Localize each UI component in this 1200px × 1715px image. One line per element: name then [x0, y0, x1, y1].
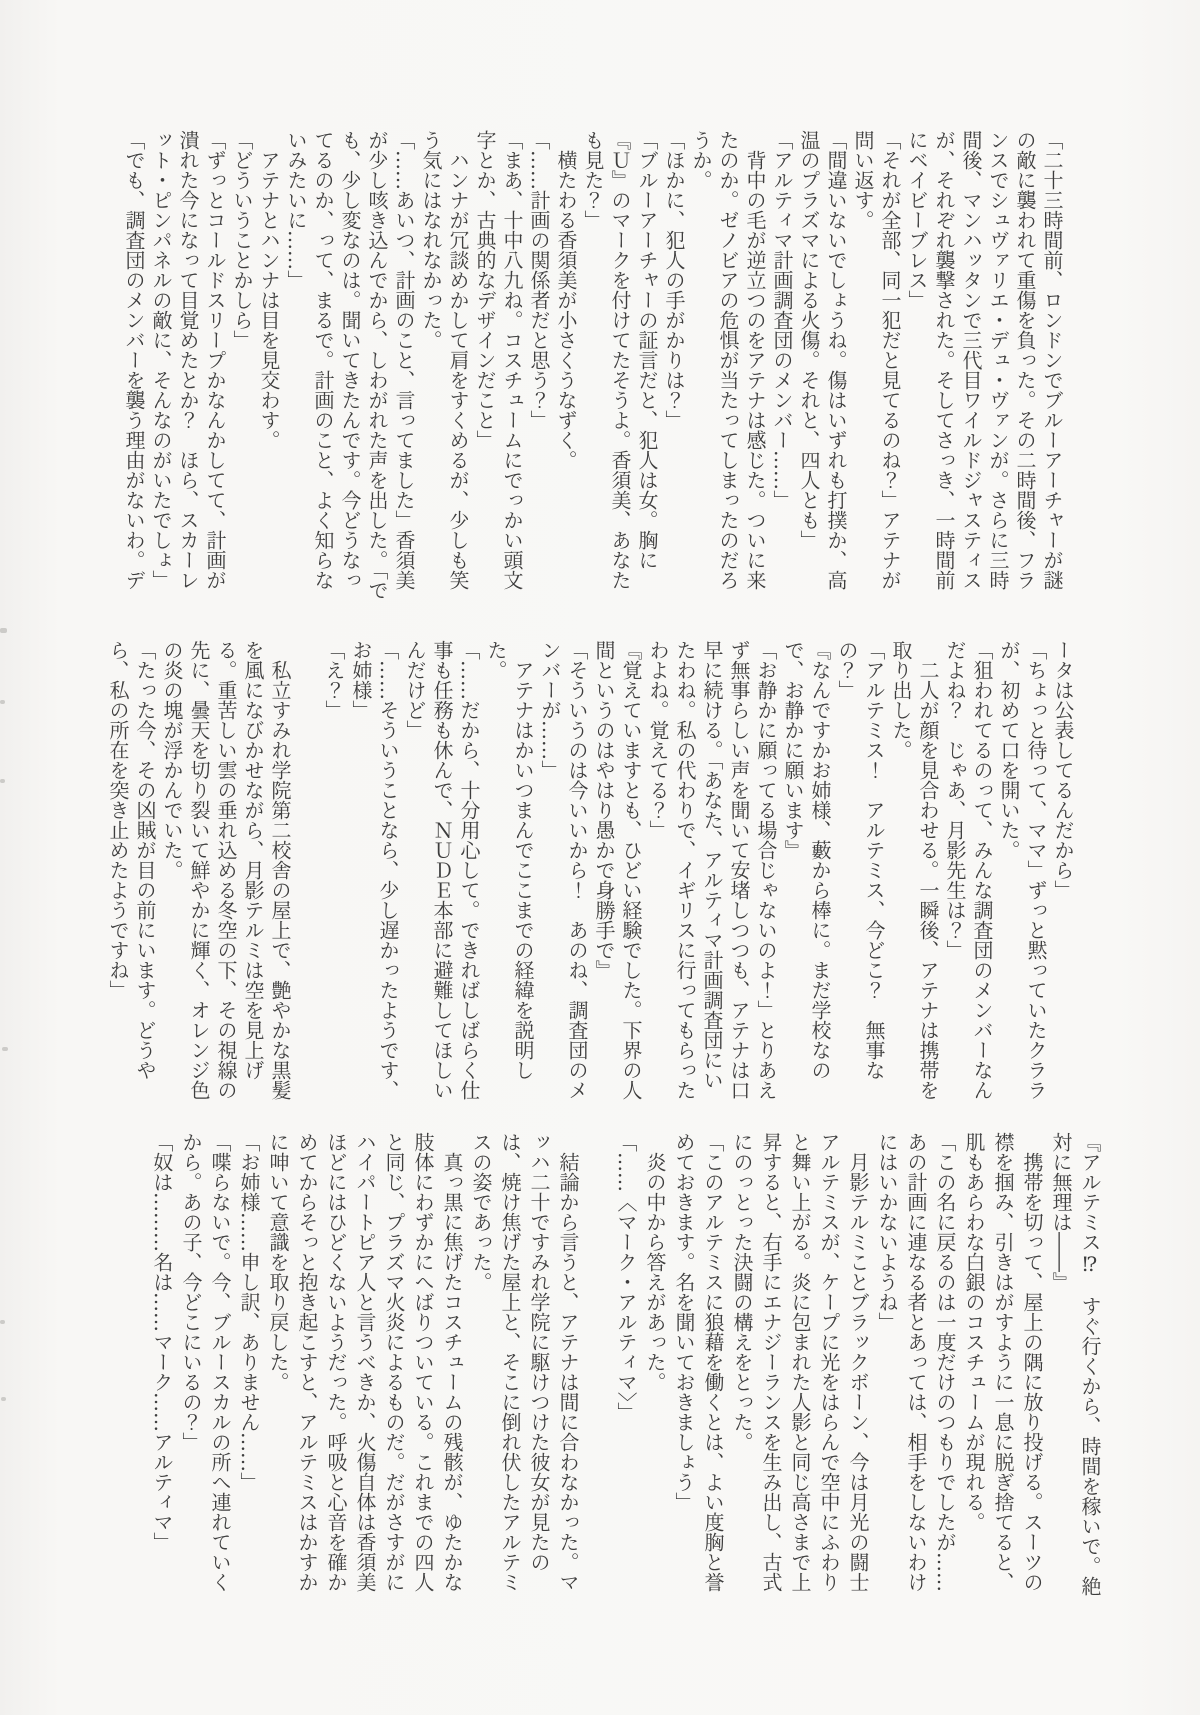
- paragraph: 「ブルーアーチャーの証言だと、犯人は女。胸に『Ｕ』のマークを付けてたそうよ。香須美、あなたも見た？」: [581, 130, 659, 590]
- paragraph: 「アルテミス！ アルテミス、今どこ？ 無事なの？」: [835, 640, 886, 1080]
- paragraph: 「ほかに、犯人の手がかりは？」: [662, 130, 686, 430]
- paragraph: 「ちょっと待って、ママ」ずっと黙っていたクララが、初めて口を開いた。: [997, 640, 1048, 1100]
- paragraph: 「……〈マーク・アルティマ〉」: [614, 1132, 638, 1422]
- text-band-middle: [104, 640, 1076, 1106]
- paragraph: 「まあ、十中八九ね。コスチュームにでっかい頭文字とか、古典的なデザインだこと」: [473, 130, 524, 590]
- scan-speck: [0, 700, 5, 704]
- paragraph: 携帯を切って、屋上の隅に放り投げる。スーツの襟を掴み、引きはがすように一息に脱ぎ捨てると、肌もあらわな白銀のコスチュームが現れる。: [962, 1132, 1044, 1592]
- paragraph: 「……あいつ、計画のこと、言ってました」香須美が少し咳き込んでから、しわがれた声を出した。「でも、少し変なのは。聞いてきたんです。今どうなってるのか、って、まるで。計画のこと、よく知らないみたいに……」: [284, 130, 416, 600]
- paragraph: 「ずっとコールドスリープかなんかしてて、計画が潰れた今になって目覚めたとか？ ほら、スカーレット・ピンパネルの敵に、そんなのがいたでしょ」: [149, 130, 227, 590]
- scan-speck: [1, 1397, 6, 1401]
- paragraph: 「この名に戻るのは一度だけのつもりでしたが……あの計画に連なる者とあっては、相手をしないわけにはいかないようね」: [875, 1132, 957, 1592]
- paragraph: 私立すみれ学院第二校舎の屋上で、艶やかな黒髪を風になびかせながら、月影テルミは空を見上げる。重苦しい雲の垂れ込める冬空の下、その視線の先に、曇天を切り裂いて鮮やかに輝く、オレンジ色の炎の塊が浮かんでいた。: [160, 640, 292, 1100]
- paragraph: アテナはかいつまんでここまでの経緯を説明した。: [484, 640, 535, 1080]
- paragraph: 「え？」: [322, 640, 346, 720]
- paragraph: アテナとハンナは目を見交わす。: [257, 150, 281, 450]
- paragraph: 月影テルミことブラックボーン、今は月光の闘士アルテミスが、ケープに光をはらんで空中にふわりと舞い上がる。炎に包まれた人影と同じ高さまで上昇すると、右手にエナジーランスを生み出し、古式にのっとった決闘の構えをとった。: [730, 1132, 870, 1592]
- paragraph: 「そういうのは今いいから！ あのね、調査団のメンバーが……」: [538, 640, 589, 1100]
- paragraph: 「……そういうことなら、少し遅かったようです、お姉様」: [349, 640, 400, 1100]
- text-band-bottom: [147, 1132, 1104, 1602]
- scan-speck: [0, 1320, 5, 1324]
- paragraph: 背中の毛が逆立つのをアテナは感じた。ついに来たのか。ゼノビアの危惧が当たってしまったのだろうか。: [689, 130, 767, 590]
- paragraph: 「間違いないでしょうね。傷はいずれも打撲か、高温のプラズマによる火傷。それと、四人とも」: [797, 130, 848, 590]
- paragraph: 「それが全部、同一犯だと見てるのね？」アテナが問い返す。: [851, 130, 902, 590]
- scan-speck: [2, 1047, 8, 1051]
- paragraph: 「どういうことかしら」: [230, 130, 254, 350]
- paragraph: 結論から言うと、アテナは間に合わなかった。マッハ二十ですみれ学院に駆けつけた彼女が見たのは、焼け焦げた屋上と、そこに倒れ伏したアルテミスの姿であった。: [469, 1132, 580, 1592]
- paragraph: 「奴は………名は……マーク……アルティマ」: [150, 1132, 174, 1552]
- paragraph: ハンナが冗談めかして肩をすくめるが、少しも笑う気にはなれなかった。: [419, 130, 470, 590]
- paragraph: 横たわる香須美が小さくうなずく。: [554, 150, 578, 470]
- paragraph: 『覚えていますとも、ひどい経験でした。下界の人間というのはやはり愚かで身勝手で』: [592, 640, 643, 1100]
- paragraph: 「アルティマ計画調査団のメンバー……」: [770, 130, 794, 510]
- paragraph: 「たった今、その凶賊が目の前にいます。どうやら、私の所在を突き止めたようですね」: [106, 640, 157, 1080]
- paragraph: 真っ黒に焦げたコスチュームの残骸が、ゆたかな肢体にわずかにへばりついている。これまでの四人と同じ、プラズマ火炎によるものだ。だがさすがにハイパートピア人と言うべきか、火傷自体は香須美ほどにはひどくないようだった。呼吸と心音を確かめてからそっと抱き起こすと、アルテミスはかすかに呻いて意識を取り戻した。: [266, 1132, 464, 1592]
- scan-speck: [0, 779, 5, 783]
- paragraph: 『なんですかお姉様、藪から棒に。まだ学校なので、お静かに願います』: [781, 640, 832, 1080]
- scan-speck: [0, 628, 7, 633]
- paragraph: 「お姉様……申し訳、ありません……」: [237, 1132, 261, 1492]
- paragraph: 二人が顔を見合わせる。一瞬後、アテナは携帯を取り出した。: [889, 640, 940, 1100]
- paragraph: 「お静かに願ってる場合じゃないのよ！」とりあえず無事らしい声を聞いて安堵しつつも、アテナは口早に続ける。「あなた、アルティマ計画調査団にいたわね。私の代わりで、イギリスに行ってもらったわよね。覚えてる？」: [646, 640, 778, 1100]
- paragraph: 「狙われてるのって、みんな調査団のメンバーなんだよね？ じゃあ、月影先生は？」: [943, 640, 994, 1100]
- paragraph: 『アルテミス⁉ すぐ行くから、時間を稼いで。絶対に無理は――』: [1049, 1132, 1102, 1596]
- paragraph: 「……計画の関係者だと思う？」: [527, 130, 551, 430]
- paragraph: ータは公表してるんだから」: [1051, 640, 1075, 900]
- paragraph: 「このアルテミスに狼藉を働くとは、よい度胸と誉めておきます。名を聞いておきましょう」: [672, 1132, 725, 1592]
- paragraph: 「でも、調査団のメンバーを襲う理由がないわ。デ: [122, 130, 146, 590]
- paragraph: 炎の中から答えがあった。: [643, 1152, 667, 1392]
- paragraph: 「二十三時間前、ロンドンでブルーアーチャーが謎の敵に襲われて重傷を負った。その二時間後、フランスでシュヴァリエ・デュ・ヴァンが。さらに三時間後、マンハッタンで三代目ワイルドジャスティスが、それぞれ襲撃された。そしてさっき、一時間前にベイビーブレス」: [905, 130, 1064, 590]
- paragraph: 「喋らないで。今、ブルースカルの所へ連れていくから。あの子、今どこにいるの？」: [179, 1132, 232, 1592]
- text-band-top: [120, 130, 1065, 604]
- paragraph: 「……だから、十分用心して。できればしばらく仕事も任務も休んで、ＮＵＤＥ本部に避難してほしいんだけど」: [403, 640, 481, 1100]
